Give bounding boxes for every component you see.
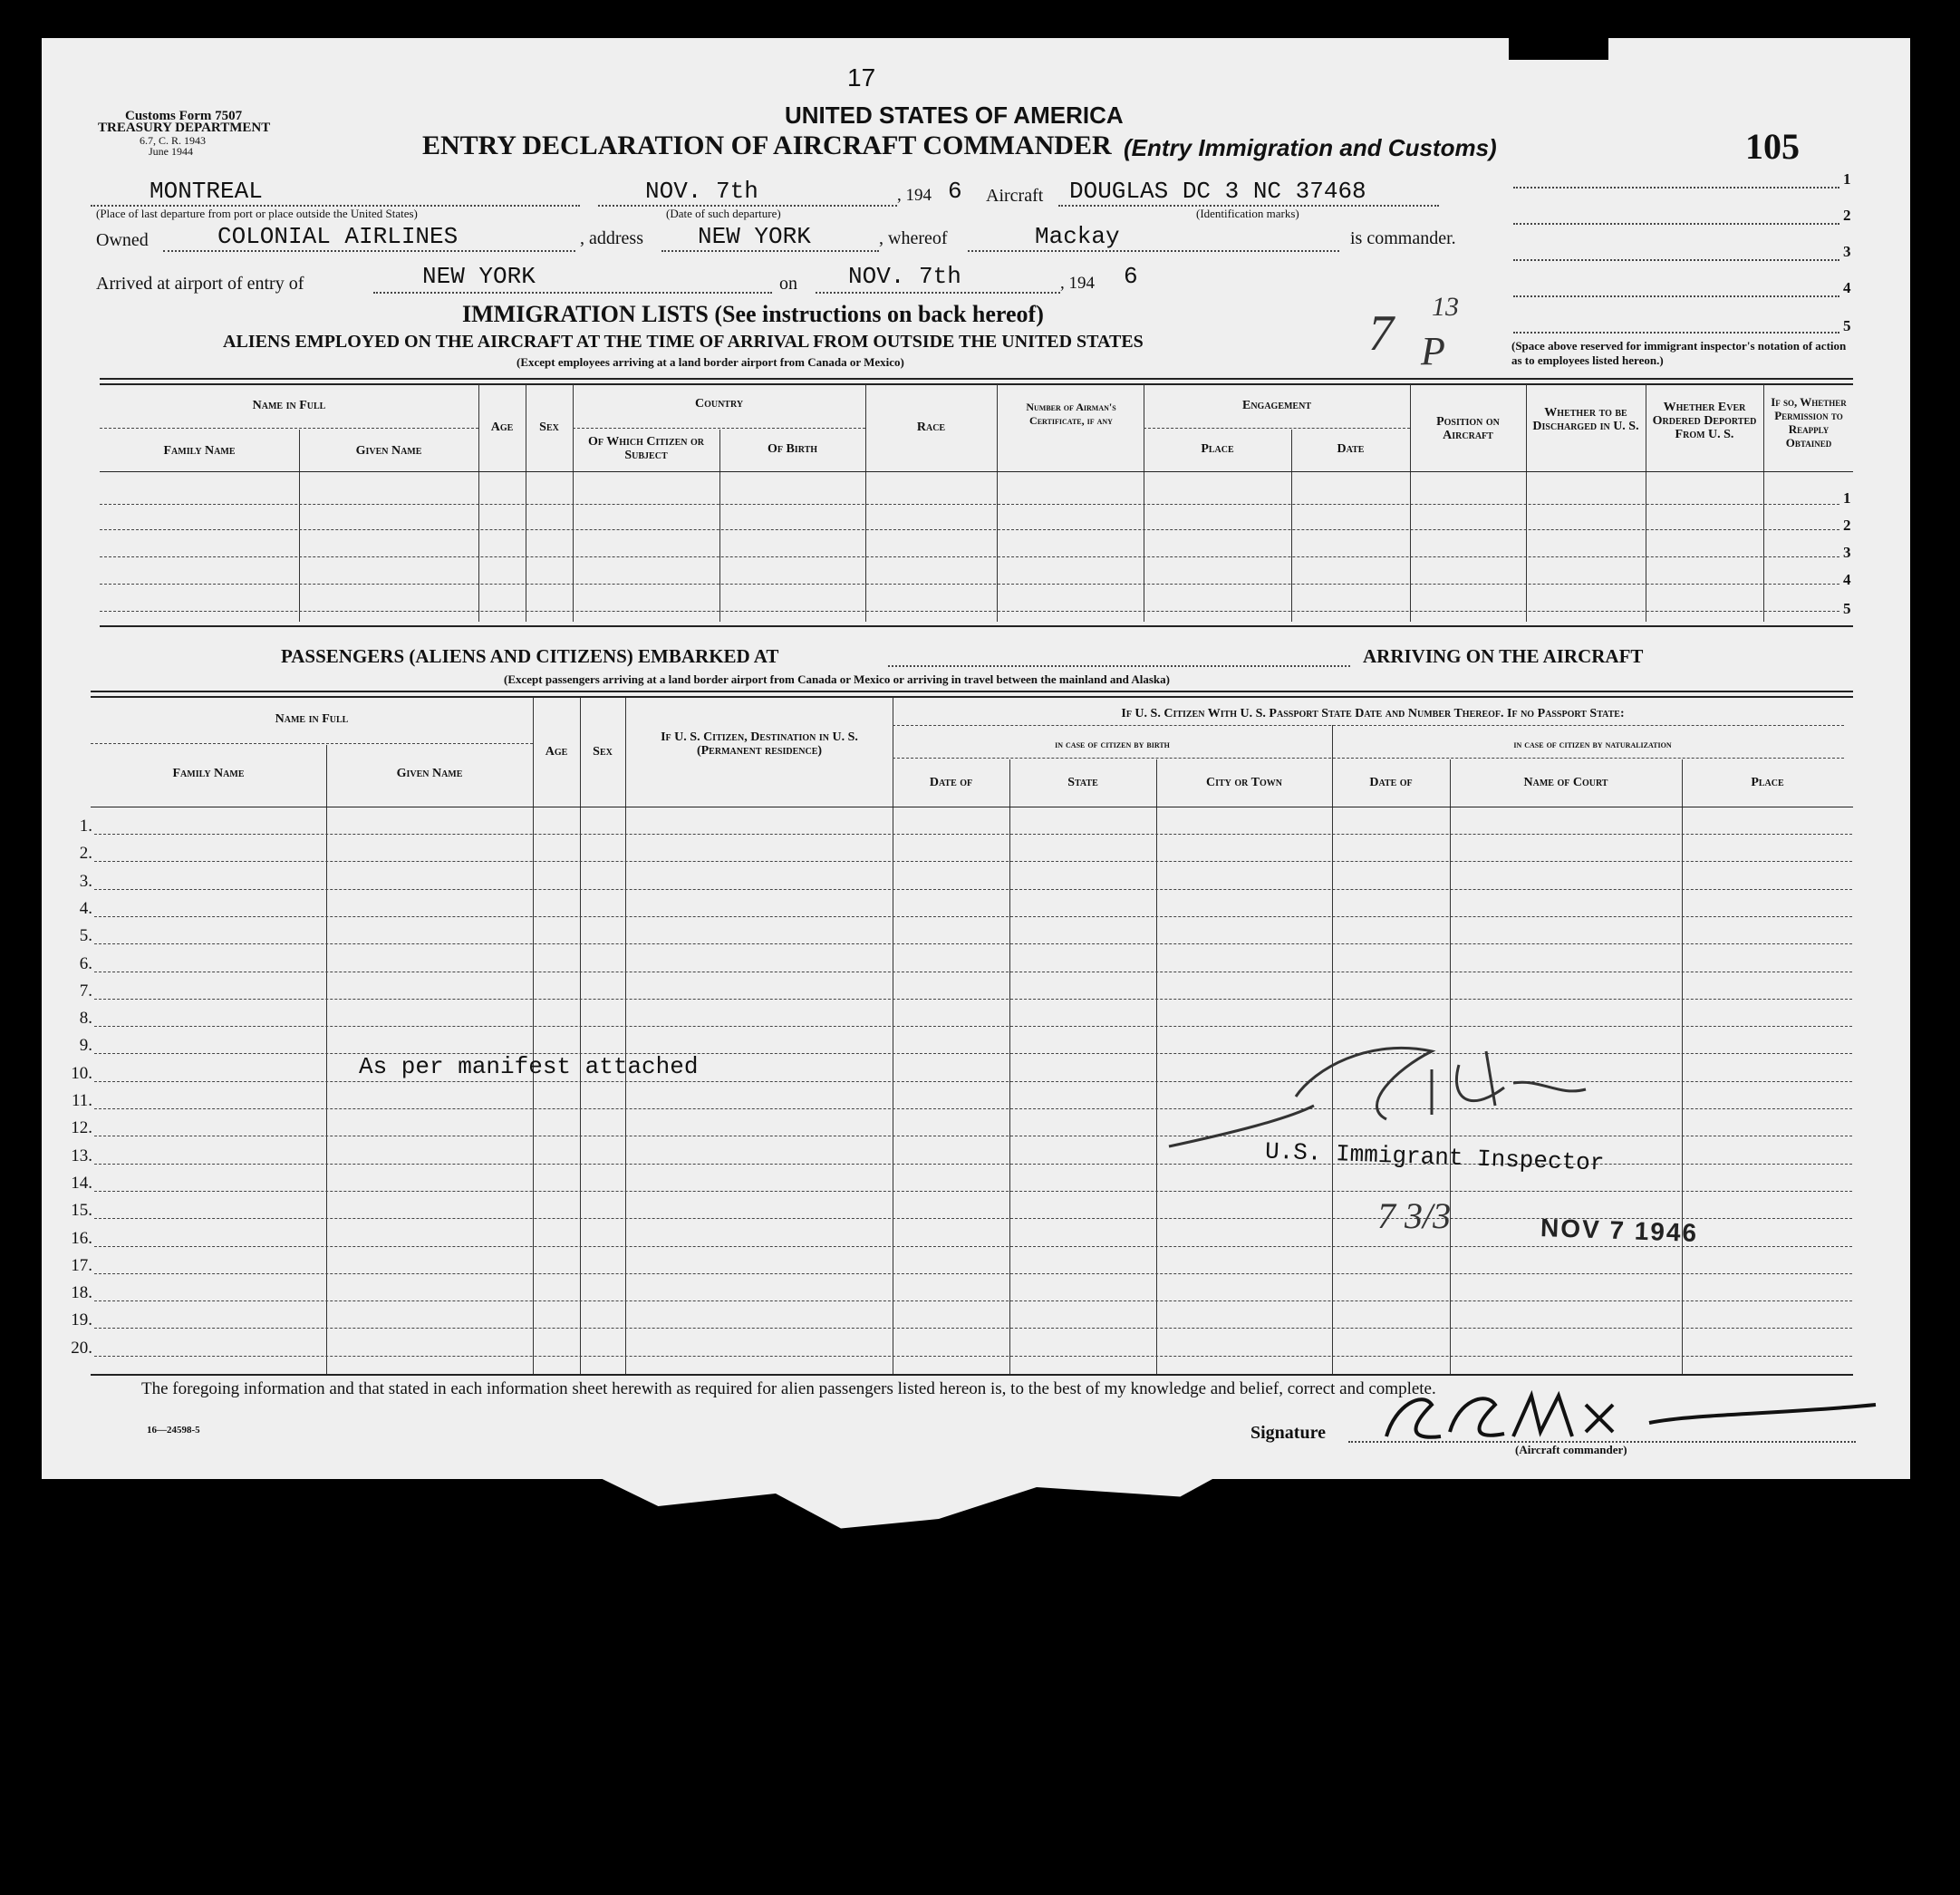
pax-row-number: 16. bbox=[71, 1229, 92, 1248]
reserved-line-1 bbox=[1513, 187, 1839, 189]
reserved-number: 3 bbox=[1843, 243, 1851, 260]
pax-col-divider bbox=[1682, 759, 1683, 1374]
pax-row-number: 14. bbox=[71, 1174, 92, 1193]
date-stamp: NOV 7 1946 bbox=[1540, 1213, 1699, 1248]
commander-signature bbox=[1377, 1387, 1885, 1450]
page-number: 17 bbox=[847, 63, 876, 92]
embarked-at-line bbox=[888, 665, 1350, 667]
inspector-signature bbox=[1160, 1033, 1595, 1160]
year-prefix: , 194 bbox=[897, 186, 932, 205]
torn-edge bbox=[580, 1468, 1232, 1532]
form-date: June 1944 bbox=[149, 145, 193, 158]
pax-col-date-of: Date of bbox=[929, 776, 973, 789]
crew-col-country: Country bbox=[694, 397, 744, 411]
address-value: NEW YORK bbox=[698, 223, 811, 250]
torn-corner bbox=[1509, 33, 1608, 60]
crew-col-name: Name in Full bbox=[252, 399, 326, 412]
passengers-heading-right: ARRIVING ON THE AIRCRAFT bbox=[1363, 645, 1644, 667]
pax-col-state: State bbox=[1067, 776, 1098, 789]
pax-row-number: 1. bbox=[79, 817, 92, 836]
pax-table-bottom bbox=[91, 1374, 1853, 1376]
arrival-airport-line bbox=[373, 292, 772, 294]
crew-col-divider bbox=[573, 384, 574, 622]
pax-col-name: Name in Full bbox=[275, 712, 349, 726]
print-code: 16—24598-5 bbox=[147, 1425, 200, 1436]
pax-col-passport: If U. S. Citizen With U. S. Passport State Date and Number Thereof. If no Passport State: bbox=[1121, 707, 1625, 720]
pax-col-given-name: Given Name bbox=[396, 767, 463, 780]
immigration-subnote: (Except employees arriving at a land border airport from Canada or Mexico) bbox=[517, 355, 904, 369]
year-digit: 6 bbox=[948, 178, 962, 205]
pax-row-line bbox=[94, 1026, 1852, 1027]
pax-row-line bbox=[94, 1328, 1852, 1329]
pax-col-age: Age bbox=[545, 745, 568, 759]
owner-line bbox=[163, 250, 575, 252]
pax-col-divider bbox=[1009, 759, 1010, 1374]
form-id: Customs Form 7507 bbox=[125, 109, 243, 123]
crew-col-given-name: Given Name bbox=[355, 444, 422, 458]
crew-col-eng-date: Date bbox=[1337, 442, 1365, 456]
department: TREASURY DEPARTMENT bbox=[98, 121, 271, 135]
handwritten-fraction-bottom: P bbox=[1421, 329, 1445, 373]
pax-col-city: City or Town bbox=[1206, 776, 1282, 789]
pax-row-number: 20. bbox=[71, 1339, 92, 1358]
crew-col-divider bbox=[719, 430, 720, 622]
pax-row-number: 17. bbox=[71, 1256, 92, 1275]
address-label: , address bbox=[580, 228, 643, 248]
crew-row-line bbox=[100, 584, 1839, 585]
crew-row-number: 4 bbox=[1843, 571, 1851, 588]
crew-row-line bbox=[100, 504, 1839, 505]
reserved-number: 1 bbox=[1843, 170, 1851, 188]
crew-row-number: 5 bbox=[1843, 600, 1851, 617]
pax-row-number: 10. bbox=[71, 1064, 92, 1083]
certification-text: The foregoing information and that stated in each information sheet herewith as required for alien passengers listed hereon is, to the best of my knowledge and belief, correct and complete. bbox=[141, 1379, 1436, 1398]
crew-col-engagement: Engagement bbox=[1241, 399, 1311, 412]
document-number: 105 bbox=[1745, 126, 1800, 167]
pax-col-court: Name of Court bbox=[1523, 776, 1608, 789]
crew-col-sex: Sex bbox=[539, 421, 559, 434]
arrival-year-prefix: , 194 bbox=[1060, 274, 1095, 293]
pax-row-number: 5. bbox=[79, 926, 92, 945]
owned-label: Owned bbox=[96, 230, 149, 250]
form-title-suffix: (Entry Immigration and Customs) bbox=[1124, 134, 1497, 161]
pax-col-date-of-2: Date of bbox=[1369, 776, 1413, 789]
crew-col-age: Age bbox=[490, 421, 514, 434]
crew-col-divider bbox=[1410, 384, 1411, 622]
pax-row-number: 18. bbox=[71, 1283, 92, 1302]
crew-col-airman-cert: Number of Airman's Certificate, if any bbox=[1026, 401, 1116, 427]
crew-table-top-2 bbox=[100, 383, 1853, 385]
departure-date-value: NOV. 7th bbox=[645, 178, 758, 205]
pax-col-sex: Sex bbox=[593, 745, 613, 759]
crew-col-divider bbox=[1763, 384, 1764, 622]
crew-col-eng-place: Place bbox=[1201, 442, 1234, 456]
arrived-label: Arrived at airport of entry of bbox=[96, 274, 304, 294]
pax-table-top bbox=[91, 691, 1853, 692]
pax-row-line bbox=[94, 1356, 1852, 1357]
whereof-label: , whereof bbox=[879, 228, 948, 248]
crew-row-line bbox=[100, 556, 1839, 557]
pax-subheader-line bbox=[91, 743, 533, 744]
pax-row-number: 13. bbox=[71, 1146, 92, 1165]
pax-row-line bbox=[94, 861, 1852, 862]
typed-manifest-note: As per manifest attached bbox=[359, 1053, 699, 1080]
pax-row-number: 3. bbox=[79, 872, 92, 891]
crew-col-discharged: Whether to be Discharged in U. S. bbox=[1532, 406, 1639, 433]
on-label: on bbox=[779, 274, 797, 294]
crew-col-position: Position on Aircraft bbox=[1436, 415, 1500, 442]
pax-subheader-line bbox=[893, 758, 1844, 759]
pax-row-number: 19. bbox=[71, 1310, 92, 1329]
pax-row-line bbox=[94, 1273, 1852, 1274]
passengers-heading: PASSENGERS (ALIENS AND CITIZENS) EMBARKED AT bbox=[281, 645, 779, 667]
pax-row-number: 12. bbox=[71, 1118, 92, 1137]
pax-col-by-birth: in case of citizen by birth bbox=[1055, 738, 1170, 750]
reserved-number: 2 bbox=[1843, 207, 1851, 224]
pax-row-number: 6. bbox=[79, 954, 92, 973]
crew-col-permission: If so, Whether Permission to Reapply Obtained bbox=[1771, 395, 1847, 450]
arrival-year-digit: 6 bbox=[1124, 263, 1138, 290]
pax-row-line bbox=[94, 834, 1852, 835]
departure-date-caption: (Date of such departure) bbox=[666, 207, 781, 220]
commander-line bbox=[968, 250, 1339, 252]
pax-col-divider bbox=[326, 745, 327, 1374]
pax-row-number: 9. bbox=[79, 1036, 92, 1055]
crew-subheader-line bbox=[1144, 428, 1410, 429]
aircraft-id-value: DOUGLAS DC 3 NC 37468 bbox=[1069, 178, 1366, 205]
handwritten-fraction-top: 13 bbox=[1432, 292, 1459, 322]
signature-label: Signature bbox=[1250, 1423, 1326, 1443]
crew-subheader-line bbox=[573, 428, 865, 429]
handwritten-count: 7 bbox=[1368, 305, 1394, 362]
crew-row-line bbox=[100, 611, 1839, 612]
form-sheet bbox=[42, 38, 1910, 1479]
pax-row-line bbox=[94, 889, 1852, 890]
commander-value: Mackay bbox=[1035, 223, 1120, 250]
pax-row-line bbox=[94, 1300, 1852, 1301]
crew-col-citizen-of: Of Which Citizen or Subject bbox=[587, 435, 705, 462]
signature-caption: (Aircraft commander) bbox=[1515, 1443, 1627, 1456]
commander-suffix: is commander. bbox=[1350, 228, 1456, 248]
regulation: 6.7, C. R. 1943 bbox=[140, 134, 207, 147]
pax-row-line bbox=[94, 999, 1852, 1000]
pax-row-number: 7. bbox=[79, 981, 92, 1001]
pax-col-divider bbox=[1156, 759, 1157, 1374]
passengers-subnote: (Except passengers arriving at a land border airport from Canada or Mexico or arriving in travel between the mainland and Alaska) bbox=[504, 672, 1170, 686]
aircraft-label: Aircraft bbox=[986, 186, 1044, 206]
reserved-line-3 bbox=[1513, 259, 1839, 261]
crew-row-number: 3 bbox=[1843, 544, 1851, 561]
pax-row-line bbox=[94, 1246, 1852, 1247]
arrival-date-value: NOV. 7th bbox=[848, 263, 961, 290]
reserved-line-5 bbox=[1513, 332, 1839, 334]
pax-row-line bbox=[94, 1191, 1852, 1192]
reserved-line-2 bbox=[1513, 223, 1839, 225]
crew-col-family-name: Family Name bbox=[163, 444, 236, 458]
immigration-subheading: ALIENS EMPLOYED ON THE AIRCRAFT AT THE TIME OF ARRIVAL FROM OUTSIDE THE UNITED STATES bbox=[223, 332, 1144, 352]
crew-col-divider bbox=[1526, 384, 1527, 622]
crew-col-divider bbox=[1291, 430, 1292, 622]
crew-row-line bbox=[100, 529, 1839, 530]
crew-col-race: Race bbox=[916, 421, 946, 434]
crew-subheader-line bbox=[100, 428, 478, 429]
arrival-date-line bbox=[816, 292, 1060, 294]
reserved-number: 5 bbox=[1843, 317, 1851, 334]
pax-subheader-line bbox=[893, 725, 1844, 726]
crew-col-birth: Of Birth bbox=[767, 442, 818, 456]
reserved-note: (Space above reserved for immigrant inspector's notation of action as to employees listed hereon.) bbox=[1511, 339, 1847, 367]
crew-col-deported: Whether Ever Ordered Deported From U. S. bbox=[1652, 401, 1757, 441]
pax-col-family-name: Family Name bbox=[172, 767, 245, 780]
immigration-heading: IMMIGRATION LISTS (See instructions on back hereof) bbox=[462, 301, 1044, 327]
address-line bbox=[661, 250, 879, 252]
pax-row-number: 4. bbox=[79, 899, 92, 918]
crew-col-divider bbox=[997, 384, 998, 622]
crew-col-divider bbox=[299, 430, 300, 622]
form-title: ENTRY DECLARATION OF AIRCRAFT COMMANDER bbox=[422, 131, 1112, 160]
pax-row-number: 2. bbox=[79, 844, 92, 863]
pax-row-line bbox=[94, 916, 1852, 917]
pax-row-number: 11. bbox=[71, 1091, 92, 1110]
reserved-line-4 bbox=[1513, 295, 1839, 297]
pax-col-by-naturalization: in case of citizen by naturalization bbox=[1513, 738, 1672, 750]
departure-place-caption: (Place of last departure from port or place outside the United States) bbox=[96, 207, 418, 220]
handwritten-initials: 7 3/3 bbox=[1377, 1195, 1452, 1236]
pax-row-line bbox=[94, 943, 1852, 944]
crew-row-number: 1 bbox=[1843, 489, 1851, 507]
inspector-title: U.S. Immigrant Inspector bbox=[1264, 1137, 1605, 1177]
country-heading: UNITED STATES OF AMERICA bbox=[785, 102, 1124, 129]
crew-table-top bbox=[100, 378, 1853, 380]
crew-row-number: 2 bbox=[1843, 517, 1851, 534]
reserved-number: 4 bbox=[1843, 279, 1851, 296]
arrival-airport-value: NEW YORK bbox=[422, 263, 536, 290]
pax-row-number: 8. bbox=[79, 1009, 92, 1028]
crew-table-bottom bbox=[100, 625, 1853, 627]
departure-place-value: MONTREAL bbox=[150, 178, 263, 205]
pax-col-place: Place bbox=[1751, 776, 1784, 789]
pax-row-number: 15. bbox=[71, 1201, 92, 1220]
owner-value: COLONIAL AIRLINES bbox=[217, 223, 459, 250]
pax-col-destination: If U. S. Citizen, Destination in U. S. (Permanent residence) bbox=[661, 730, 858, 758]
aircraft-caption: (Identification marks) bbox=[1196, 207, 1299, 220]
crew-header-bottom bbox=[100, 471, 1853, 472]
pax-table-top-2 bbox=[91, 696, 1853, 698]
